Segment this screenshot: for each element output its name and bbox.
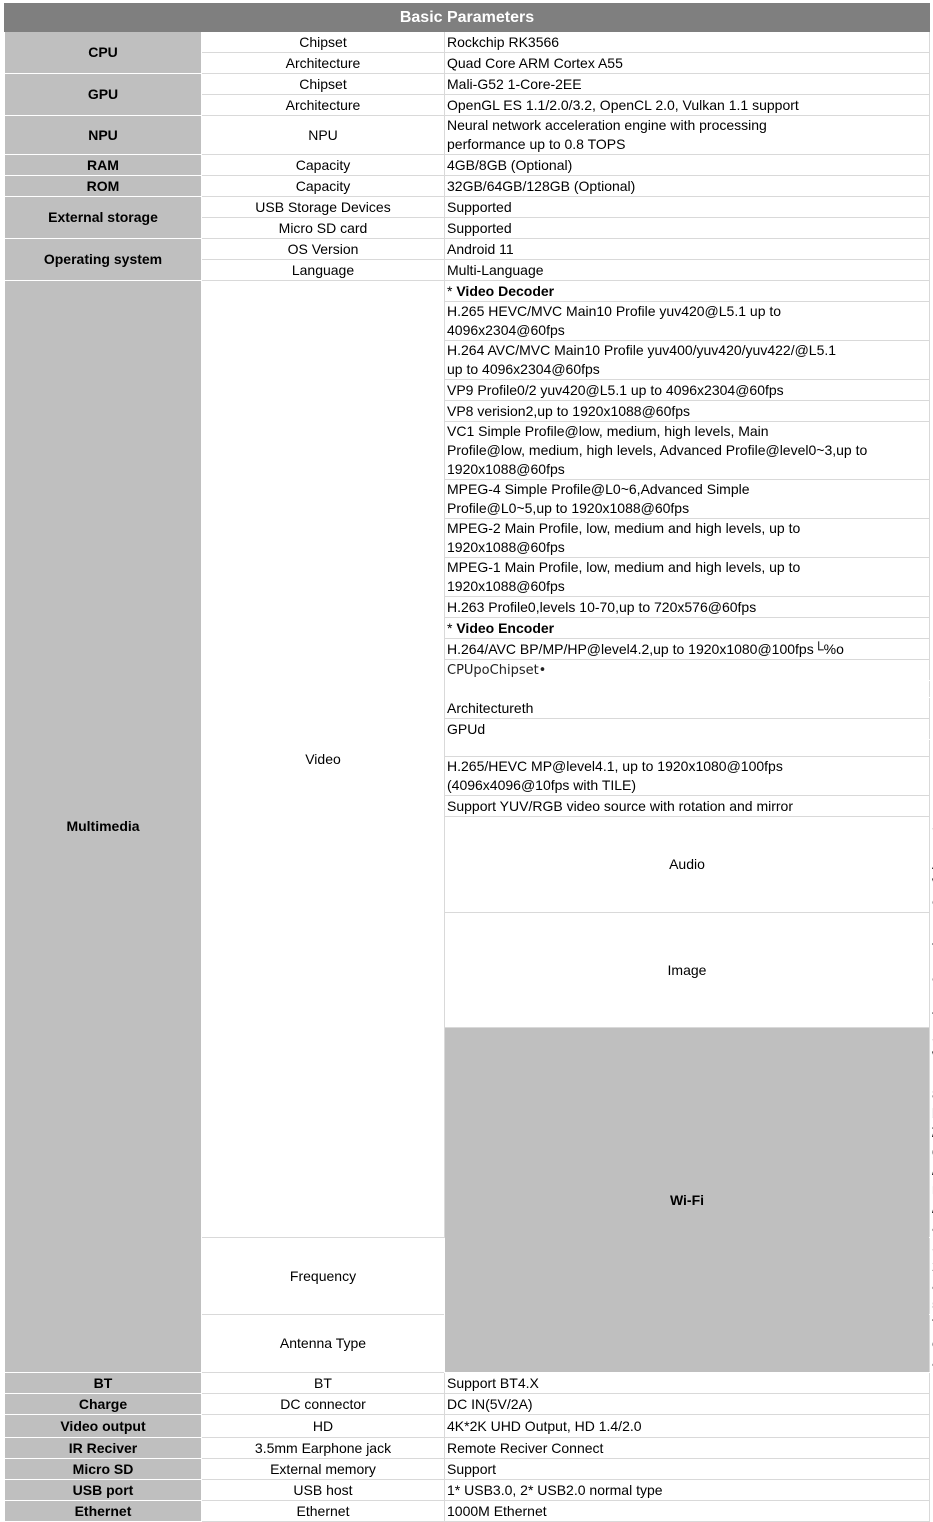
value-line: H.265/HEVC MP@level4.1, up to 1920x1080@100fps (447, 758, 783, 774)
param-label: Micro SD card (202, 218, 445, 239)
empty-cell (445, 740, 930, 757)
table-row (5, 32, 930, 53)
param-value: 1000M Ethernet (445, 1501, 930, 1522)
video-decoder-heading (445, 281, 930, 302)
param-label: External memory (202, 1459, 445, 1480)
param-label: NPU (202, 116, 445, 155)
param-value: Quad Core ARM Cortex A55 (445, 53, 930, 74)
category-cpu: CPU (5, 32, 202, 74)
category-ir-reciver: IR Reciver (5, 1438, 202, 1459)
param-value: GPUd (445, 719, 930, 740)
table-row (5, 1373, 930, 1394)
value-line: 1920x1088@60fps (447, 461, 565, 477)
heading-text: Video Decoder (456, 282, 555, 299)
value-line: H.265 HEVC/MVC Main10 Profile yuv420@L5.1 up to (447, 303, 782, 319)
category-external-storage: External storage (5, 197, 202, 239)
param-label: Frequency (202, 1238, 445, 1315)
table-row (5, 74, 930, 95)
table-title: Basic Parameters (5, 4, 930, 32)
table-row (5, 116, 930, 155)
param-label: Chipset (202, 74, 445, 95)
table-row (5, 1438, 930, 1459)
param-label: Architecture (202, 95, 445, 116)
param-label: Chipset (202, 32, 445, 53)
param-label: USB Storage Devices (202, 197, 445, 218)
table-row (5, 1480, 930, 1501)
category-usb-port: USB port (5, 1480, 202, 1501)
param-label: Image (445, 913, 930, 1028)
param-label: Audio (445, 817, 930, 913)
param-value: OpenGL ES 1.1/2.0/3.2, OpenCL 2.0, Vulkan 1.1 support (445, 95, 930, 116)
param-value: Support YUV/RGB video source with rotation and mirror (445, 796, 930, 817)
value-line: Profile@L0~5,up to 1920x1088@60fps (447, 500, 690, 516)
param-label: Antenna Type (202, 1315, 445, 1373)
table-row (5, 1394, 930, 1415)
bullet-star: * (447, 282, 457, 299)
param-value: 32GB/64GB/128GB (Optional) (445, 176, 930, 197)
param-value: Rockchip RK3566 (445, 32, 930, 53)
param-value (445, 422, 930, 480)
param-value: CPUpoChipset• (445, 660, 930, 681)
value-line: (4096x4096@10fps with TILE) (447, 777, 637, 793)
value-line: H.264 AVC/MVC Main10 Profile yuv400/yuv420/yuv422/@L5.1 (447, 342, 837, 358)
param-value: 1* USB3.0, 2* USB2.0 normal type (445, 1480, 930, 1501)
value-line: Profile@low, medium, high levels, Advanced Profile@level0~3,up to (447, 442, 868, 458)
param-label-video: Video (202, 281, 445, 1238)
table-row (5, 176, 930, 197)
param-value: 4K*2K UHD Output, HD 1.4/2.0 (445, 1415, 930, 1438)
value-line: 1920x1088@60fps (447, 539, 565, 555)
param-value: DC IN(5V/2A) (445, 1394, 930, 1415)
param-value: H.263 Profile0,levels 10-70,up to 720x576@60fps (445, 597, 930, 618)
param-label: Language (202, 260, 445, 281)
param-value: Architectureth (445, 698, 930, 719)
category-npu: NPU (5, 116, 202, 155)
table-row (5, 1459, 930, 1480)
spec-table-container (4, 3, 929, 1522)
param-value (445, 480, 930, 519)
param-label: Architecture (202, 53, 445, 74)
value-line: performance up to 0.8 TOPS (447, 136, 626, 152)
param-label: HD (202, 1415, 445, 1438)
category-charge: Charge (5, 1394, 202, 1415)
category-rom: ROM (5, 176, 202, 197)
param-value: Supported (445, 197, 930, 218)
empty-cell (445, 681, 930, 698)
category-gpu: GPU (5, 74, 202, 116)
value-line: 1920x1088@60fps (447, 578, 565, 594)
category-ethernet: Ethernet (5, 1501, 202, 1522)
param-label: Ethernet (202, 1501, 445, 1522)
param-label: USB host (202, 1480, 445, 1501)
param-value (445, 341, 930, 380)
param-value: VP8 verision2,up to 1920x1088@60fps (445, 401, 930, 422)
category-micro-sd: Micro SD (5, 1459, 202, 1480)
value-line: up to 4096x2304@60fps (447, 361, 600, 377)
param-value: Multi-Language (445, 260, 930, 281)
param-value (445, 116, 930, 155)
param-value: Support BT4.X (445, 1373, 930, 1394)
param-value (445, 302, 930, 341)
table-row (5, 155, 930, 176)
category-operating-system: Operating system (5, 239, 202, 281)
param-value: Support (445, 1459, 930, 1480)
param-value: Remote Reciver Connect (445, 1438, 930, 1459)
param-label: BT (202, 1373, 445, 1394)
param-label: 3.5mm Earphone jack (202, 1438, 445, 1459)
param-value (445, 558, 930, 597)
param-label: Capacity (202, 155, 445, 176)
param-value (445, 757, 930, 796)
param-label: OS Version (202, 239, 445, 260)
category-ram: RAM (5, 155, 202, 176)
value-line: MPEG-4 Simple Profile@L0~6,Advanced Simple (447, 481, 750, 497)
category-video-output: Video output (5, 1415, 202, 1438)
param-value: Mali-G52 1-Core-2EE (445, 74, 930, 95)
value-line: Neural network acceleration engine with processing (447, 117, 767, 133)
table-row (5, 1415, 930, 1438)
table-row (5, 281, 930, 302)
param-label: DC connector (202, 1394, 445, 1415)
value-line: 4096x2304@60fps (447, 322, 565, 338)
param-value: VP9 Profile0/2 yuv420@L5.1 up to 4096x2304@60fps (445, 380, 930, 401)
category-multimedia: Multimedia (5, 281, 202, 1373)
video-encoder-heading (445, 618, 930, 639)
table-row (5, 197, 930, 218)
value-line: MPEG-2 Main Profile, low, medium and high levels, up to (447, 520, 801, 536)
value-line: VC1 Simple Profile@low, medium, high levels, Main (447, 423, 769, 439)
category-wifi: Wi-Fi (445, 1028, 930, 1373)
table-row (5, 239, 930, 260)
heading-text: Video Encoder (456, 619, 555, 636)
spec-table (4, 3, 930, 1522)
title-row (5, 4, 930, 32)
param-value: 4GB/8GB (Optional) (445, 155, 930, 176)
param-value: Android 11 (445, 239, 930, 260)
category-bt: BT (5, 1373, 202, 1394)
param-value (445, 519, 930, 558)
value-line: MPEG-1 Main Profile, low, medium and high levels, up to (447, 559, 801, 575)
param-value: Supported (445, 218, 930, 239)
param-label: Capacity (202, 176, 445, 197)
param-value: H.264/AVC BP/MP/HP@level4.2,up to 1920x1080@100fps└%o (445, 639, 930, 660)
bullet-star: * (447, 619, 457, 636)
table-row (5, 1501, 930, 1522)
